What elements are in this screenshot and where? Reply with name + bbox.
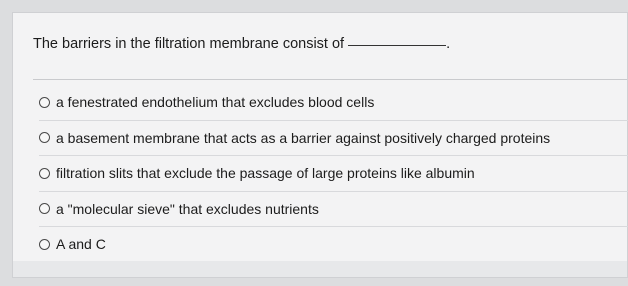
radio-button-icon[interactable] (39, 239, 50, 250)
answer-option-label: a fenestrated endothelium that excludes blood cells (56, 94, 375, 111)
radio-button-icon[interactable] (39, 168, 50, 179)
answer-options (39, 85, 628, 262)
answer-option-label: a basement membrane that acts as a barrier against positively charged proteins (56, 129, 551, 146)
answer-blank (348, 45, 446, 46)
question-prompt (33, 35, 450, 53)
answer-option[interactable] (39, 156, 628, 192)
radio-button-icon[interactable] (39, 132, 50, 143)
answer-option-label: A and C (56, 236, 106, 253)
answer-option[interactable] (39, 227, 628, 262)
radio-button-icon[interactable] (39, 203, 50, 214)
question-suffix: . (446, 36, 451, 52)
answer-option-label: a "molecular sieve" that excludes nutrients (56, 200, 319, 217)
answer-option[interactable] (39, 121, 628, 157)
question-divider (33, 79, 627, 80)
answer-option[interactable] (39, 192, 628, 228)
question-card (12, 12, 628, 278)
question-text: The barriers in the filtration membrane consist of (33, 36, 345, 52)
radio-button-icon[interactable] (39, 97, 50, 108)
answer-option[interactable] (39, 85, 628, 121)
card-footer (13, 261, 627, 277)
answer-option-label: filtration slits that exclude the passage of large proteins like albumin (56, 165, 475, 182)
